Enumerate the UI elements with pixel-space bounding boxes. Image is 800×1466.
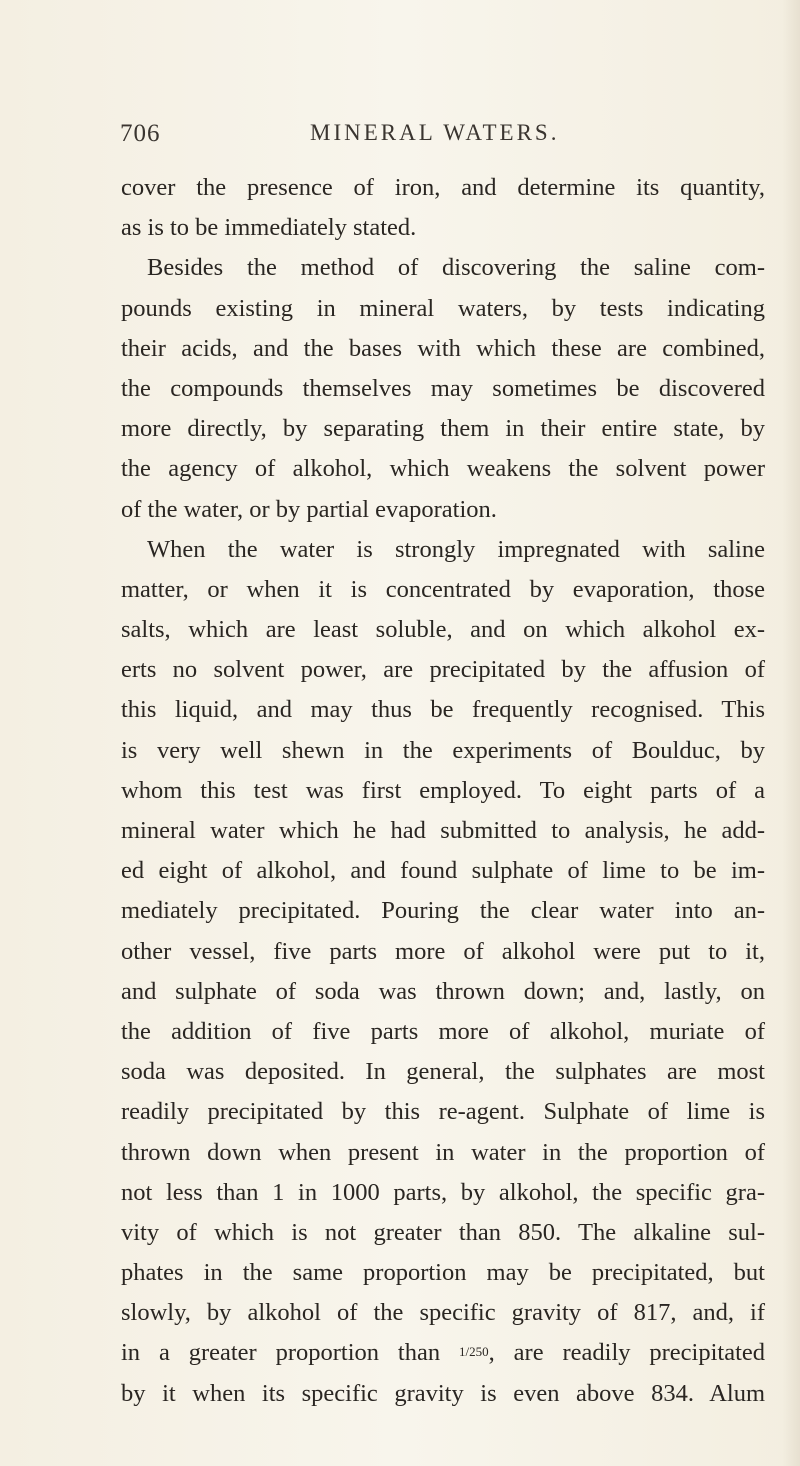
text-line: soda was deposited. In general, the sulphates are most [121,1058,765,1086]
text-segment: in a greater proportion than [121,1339,441,1367]
page-edge-shadow [782,0,800,1466]
text-line: of the water, or by partial evaporation. [121,495,497,523]
text-line: salts, which are least soluble, and on which alkohol ex- [121,616,765,644]
text-line: phates in the same proportion may be precipitated, but [121,1259,765,1287]
text-line: When the water is strongly impregnated with saline [147,535,765,563]
text-line: this liquid, and may thus be frequently recognised. This [121,696,765,724]
text-line: slowly, by alkohol of the specific gravity of 817, and, if [121,1299,765,1327]
text-line: whom this test was first employed. To eight parts of a [121,776,765,804]
page-number: 706 [120,120,161,147]
text-line: pounds existing in mineral waters, by tests indicating [121,294,765,322]
body-text [121,168,765,1414]
text-segment: , are readily precipitated [488,1339,766,1367]
text-line: the agency of alkohol, which weakens the solvent power [121,455,765,483]
running-head: MINERAL WATERS. [310,120,560,145]
text-line: is very well shewn in the experiments of Boulduc, by [121,736,765,764]
text-line: matter, or when it is concentrated by evaporation, those [121,575,765,603]
fraction: 1/250 [459,1344,489,1360]
text-line-with-fraction [121,1333,765,1373]
text-line: erts no solvent power, are precipitated by the affusion of [121,656,765,684]
text-line: vity of which is not greater than 850. The alkaline sul- [121,1218,765,1246]
text-line: mediately precipitated. Pouring the clear water into an- [121,897,765,925]
text-line: other vessel, five parts more of alkohol were put to it, [121,937,765,965]
text-line: the compounds themselves may sometimes be discovered [121,374,765,402]
text-line: more directly, by separating them in their entire state, by [121,415,765,443]
text-line: and sulphate of soda was thrown down; and, lastly, on [121,977,765,1005]
text-line: by it when its specific gravity is even above 834. Alum [121,1379,765,1407]
page-header [120,120,760,156]
text-line: ed eight of alkohol, and found sulphate of lime to be im- [121,857,765,885]
text-line: their acids, and the bases with which these are combined, [121,334,765,362]
text-line: cover the presence of iron, and determine its quantity, [121,174,765,201]
text-line: mineral water which he had submitted to analysis, he add- [121,817,765,844]
text-line: the addition of five parts more of alkohol, muriate of [121,1017,765,1045]
text-line: readily precipitated by this re-agent. Sulphate of lime is [121,1098,765,1126]
text-line: not less than 1 in 1000 parts, by alkohol, the specific gra- [121,1178,765,1206]
text-line: thrown down when present in water in the proportion of [121,1138,765,1166]
text-line: as is to be immediately stated. [121,214,417,242]
text-line: Besides the method of discovering the saline com- [147,254,765,282]
